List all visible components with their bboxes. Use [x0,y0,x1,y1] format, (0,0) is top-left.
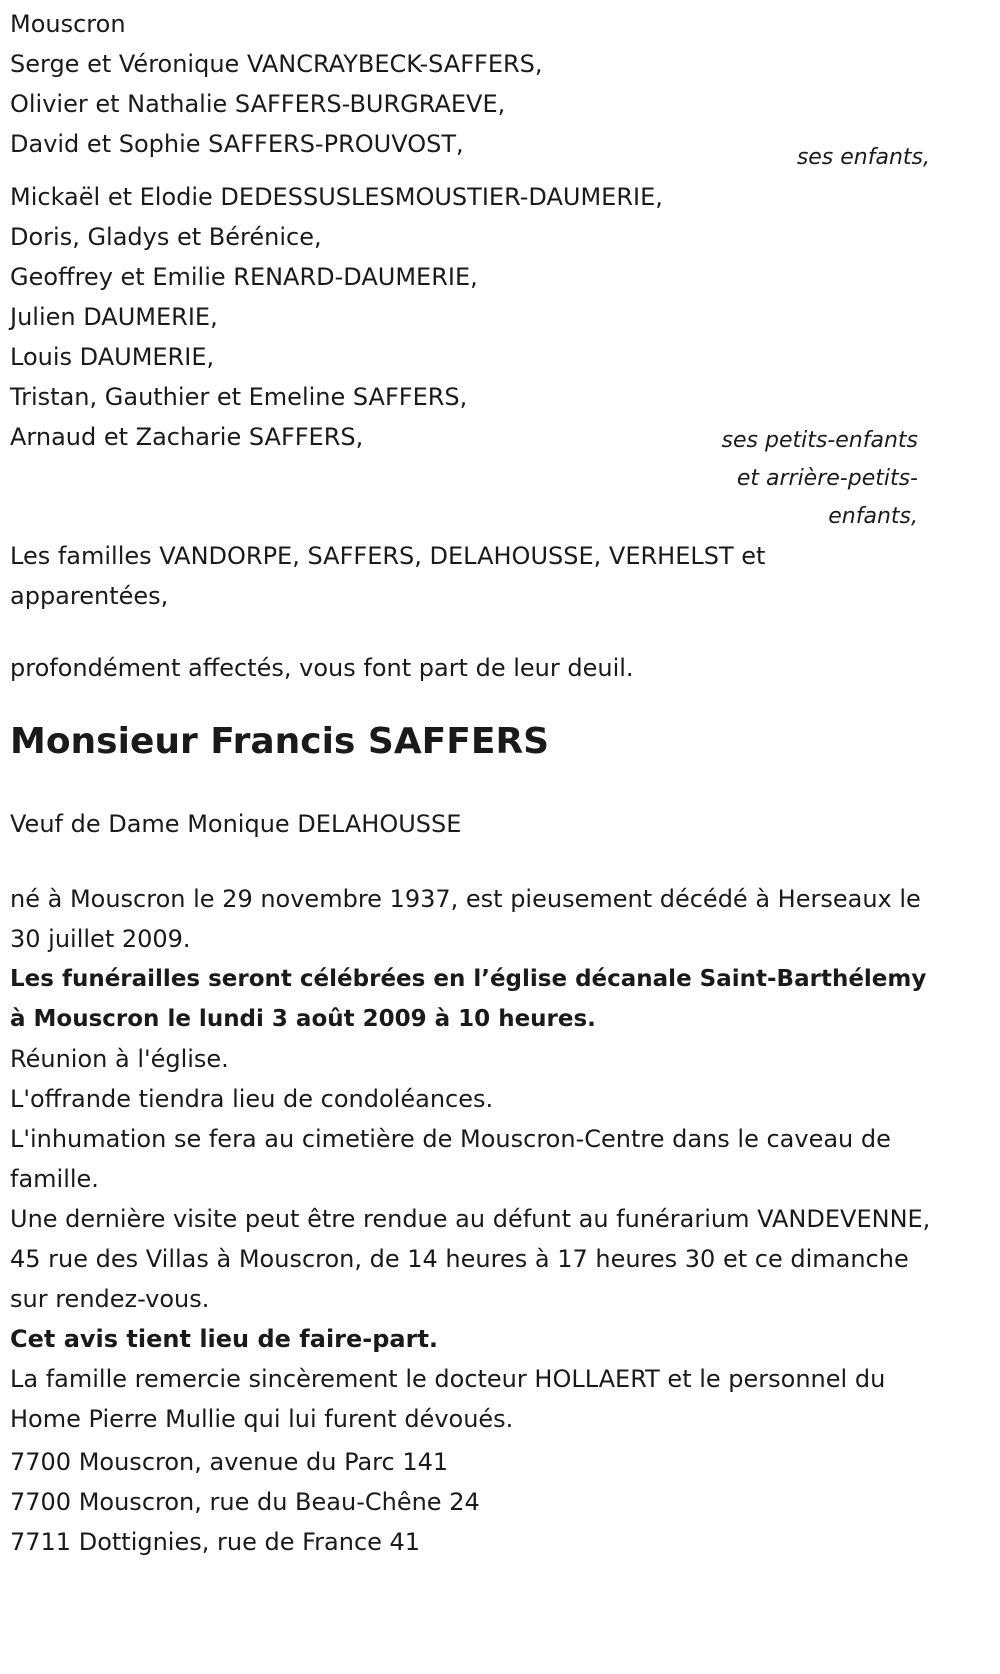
thanks-text: La famille remercie sincèrement le docteur HOLLAERT et le personnel du Home Pierre Mullie qui lui furent dévoués. [10,1365,886,1433]
families-text: Les familles VANDORPE, SAFFERS, DELAHOUSSE, VERHELST et apparentées, [10,542,766,610]
address-line: 7711 Dottignies, rue de France 41 [10,1528,421,1556]
grandchild-line: Julien DAUMERIE, [10,303,218,331]
visit-text: Une dernière visite peut être rendue au défunt au funérarium VANDEVENNE, 45 rue des Villas à Mouscron, de 14 heures à 17 heures 30 et ce dimanche sur rendez-vous. [10,1205,931,1313]
grandchildren-label-line: et arrière-petits- [736,466,918,491]
grandchild-line: Tristan, Gauthier et Emeline SAFFERS, [10,383,468,411]
offering-text: L'offrande tiendra lieu de condoléances. [10,1085,494,1113]
children-label: ses enfants, [796,145,930,170]
address-line: 7700 Mouscron, rue du Beau-Chêne 24 [10,1488,480,1516]
child-line: David et Sophie SAFFERS-PROUVOST, [10,130,464,158]
birth-death-text: né à Mouscron le 29 novembre 1937, est pieusement décédé à Herseaux le 30 juillet 2009. [10,885,921,953]
grandchildren-label [10,422,930,536]
grandchild-line: Geoffrey et Emilie RENARD-DAUMERIE, [10,263,478,291]
grandchild-line: Doris, Gladys et Bérénice, [10,223,322,251]
widower-text: Veuf de Dame Monique DELAHOUSSE [10,810,462,838]
meeting-text: Réunion à l'église. [10,1045,229,1073]
child-line: Serge et Véronique VANCRAYBECK-SAFFERS, [10,50,543,78]
deceased-name: Monsieur Francis SAFFERS [10,721,550,762]
announcement-text: profondément affectés, vous font part de leur deuil. [10,654,634,682]
grandchild-line: Arnaud et Zacharie SAFFERS, [10,423,364,451]
city-header: Mouscron [10,10,126,38]
burial-text: L'inhumation se fera au cimetière de Mouscron-Centre dans le caveau de famille. [10,1125,891,1193]
grandchild-line: Mickaël et Elodie DEDESSUSLESMOUSTIER-DAUMERIE, [10,183,663,211]
notice-text: Cet avis tient lieu de faire-part. [10,1325,439,1353]
child-line: Olivier et Nathalie SAFFERS-BURGRAEVE, [10,90,506,118]
grandchildren-label-line: ses petits-enfants [721,428,918,453]
funeral-text: Les funérailles seront célébrées en l’église décanale Saint-Barthélemy à Mouscron le lundi 3 août 2009 à 10 heures. [10,966,927,1032]
grandchildren-label-line: enfants, [828,504,918,529]
grandchild-line: Louis DAUMERIE, [10,343,215,371]
address-line: 7700 Mouscron, avenue du Parc 141 [10,1448,449,1476]
